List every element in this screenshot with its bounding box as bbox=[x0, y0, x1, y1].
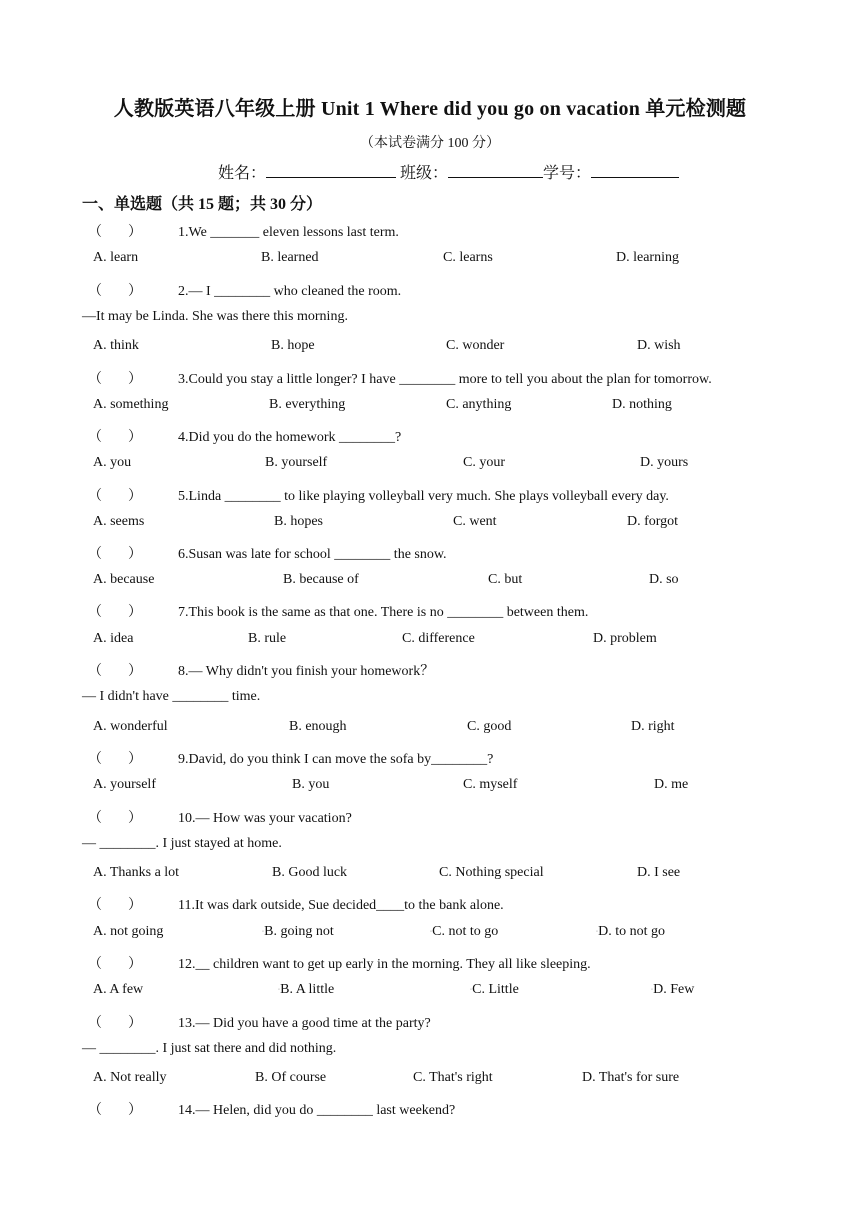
options-8 bbox=[0, 719, 860, 741]
options-10 bbox=[0, 865, 860, 887]
question-stem: 3.Could you stay a little longer? I have ________ more to tell you about the plan for tomorrow. bbox=[178, 372, 712, 387]
option-b[interactable]: B. A little bbox=[280, 982, 335, 997]
option-d[interactable]: D. I see bbox=[637, 865, 681, 880]
question-stem: 6.Susan was late for school ________ the snow. bbox=[178, 547, 447, 562]
option-d[interactable]: D. learning bbox=[616, 250, 679, 265]
option-c[interactable]: C. learns bbox=[443, 250, 493, 265]
question-5: （ ） 5.Linda ________ to like playing volleyball very much. She plays volleyball every day. bbox=[88, 489, 669, 504]
option-d[interactable]: D. nothing bbox=[612, 397, 672, 412]
option-b[interactable]: B. learned bbox=[261, 250, 319, 265]
question-6: （ ） 6.Susan was late for school ________ the snow. bbox=[88, 547, 447, 562]
question-stem: 12.__ children want to get up early in the morning. They all like sleeping. bbox=[178, 957, 591, 972]
option-c[interactable]: C. your bbox=[463, 455, 505, 470]
option-a[interactable]: A. not going bbox=[93, 924, 164, 939]
option-b[interactable]: B. rule bbox=[248, 631, 287, 646]
option-d[interactable]: D. Few bbox=[653, 982, 695, 997]
question-stem: 9.David, do you think I can move the sofa by________? bbox=[178, 752, 494, 767]
question-1: （ ） 1.We _______ eleven lessons last term. bbox=[88, 225, 399, 240]
question-stem: 5.Linda ________ to like playing volleyball very much. She plays volleyball every day. bbox=[178, 489, 669, 504]
question-14: （ ） 14.— Helen, did you do ________ last weekend? bbox=[88, 1103, 456, 1118]
option-a[interactable]: A. because bbox=[93, 572, 155, 587]
id-blank[interactable] bbox=[591, 162, 679, 178]
options-3 bbox=[0, 397, 860, 419]
option-a[interactable]: A. think bbox=[93, 338, 139, 353]
option-c[interactable]: C. anything bbox=[446, 397, 512, 412]
answer-line-8: — I didn't have ________ time. bbox=[82, 689, 261, 704]
question-stem: 2.— I ________ who cleaned the room. bbox=[178, 284, 402, 299]
option-d[interactable]: D. to not go bbox=[598, 924, 666, 939]
option-d[interactable]: D. yours bbox=[640, 455, 689, 470]
question-stem: 7.This book is the same as that one. There is no ________ between them. bbox=[178, 605, 589, 620]
question-stem: 8.— Why didn't you finish your homework？ bbox=[178, 664, 435, 679]
options-9 bbox=[0, 777, 860, 799]
option-a[interactable]: A. idea bbox=[93, 631, 134, 646]
options-12: A. A few ◦B. A little ◦C. Little ◦D. Few bbox=[93, 982, 695, 997]
option-d[interactable]: D. That's for sure bbox=[582, 1070, 680, 1085]
option-c[interactable]: C. That's right bbox=[413, 1070, 493, 1085]
option-c[interactable]: C. wonder bbox=[446, 338, 505, 353]
option-d[interactable]: D. right bbox=[631, 719, 675, 734]
option-a[interactable]: A. Not really bbox=[93, 1070, 167, 1085]
options-11: A. not going ◦B. going not ◦C. not to go ◦D. to not go bbox=[93, 924, 666, 939]
option-a[interactable]: A. A few bbox=[93, 982, 144, 997]
question-4: （ ） 4.Did you do the homework ________? bbox=[88, 430, 402, 445]
answer-line-13: — ________. I just sat there and did nothing. bbox=[82, 1041, 337, 1056]
option-b[interactable]: B. enough bbox=[289, 719, 347, 734]
page-title: 人教版英语八年级上册 Unit 1 Where did you go on vacation 单元检测题 bbox=[113, 98, 747, 120]
option-c[interactable]: C. Nothing special bbox=[439, 865, 544, 880]
class-blank[interactable] bbox=[448, 162, 543, 178]
option-a[interactable]: A. you bbox=[93, 455, 132, 470]
options-13 bbox=[0, 1070, 860, 1092]
options-2 bbox=[0, 338, 860, 360]
name-label: 姓名： bbox=[218, 165, 267, 182]
option-d[interactable]: D. forgot bbox=[627, 514, 679, 529]
question-9: （ ） 9.David, do you think I can move the sofa by________? bbox=[88, 752, 494, 767]
option-a[interactable]: A. seems bbox=[93, 514, 145, 529]
question-2: （ ） 2.— I ________ who cleaned the room. bbox=[88, 284, 402, 299]
option-b[interactable]: B. you bbox=[292, 777, 330, 792]
option-a[interactable]: A. something bbox=[93, 397, 169, 412]
option-c[interactable]: C. not to go bbox=[432, 924, 499, 939]
name-blank[interactable] bbox=[266, 162, 396, 178]
option-c[interactable]: C. Little bbox=[472, 982, 519, 997]
option-c[interactable]: C. myself bbox=[463, 777, 518, 792]
option-b[interactable]: B. because of bbox=[283, 572, 359, 587]
section-heading: 一、单选题（共 15 题；共 30 分） bbox=[82, 196, 323, 213]
class-label: 班级： bbox=[400, 165, 449, 182]
option-a[interactable]: A. wonderful bbox=[93, 719, 168, 734]
option-d[interactable]: D. wish bbox=[637, 338, 681, 353]
option-a[interactable]: A. yourself bbox=[93, 777, 156, 792]
question-3: （ ） 3.Could you stay a little longer? I have ________ more to tell you about the plan for tomorrow. bbox=[88, 372, 712, 387]
question-13: （ ） 13.— Did you have a good time at the party? bbox=[88, 1016, 431, 1031]
option-b[interactable]: B. going not bbox=[264, 924, 334, 939]
question-12: （ ） 12.__ children want to get up early in the morning. They all like sleeping. bbox=[88, 957, 591, 972]
options-7 bbox=[0, 631, 860, 653]
question-stem: 11.It was dark outside, Sue decided____to the bank alone. bbox=[178, 898, 504, 913]
option-b[interactable]: B. Of course bbox=[255, 1070, 327, 1085]
question-stem: 13.— Did you have a good time at the party? bbox=[178, 1016, 431, 1031]
options-1 bbox=[0, 250, 860, 272]
options-6 bbox=[0, 572, 860, 594]
question-11: （ ） 11.It was dark outside, Sue decided____to the bank alone. bbox=[88, 898, 504, 913]
option-c[interactable]: C. difference bbox=[402, 631, 475, 646]
options-5 bbox=[0, 514, 860, 536]
question-8: （ ） 8.— Why didn't you finish your homework？ bbox=[88, 664, 435, 679]
question-stem: 10.— How was your vacation? bbox=[178, 811, 352, 826]
option-d[interactable]: D. problem bbox=[593, 631, 657, 646]
option-d[interactable]: D. me bbox=[654, 777, 689, 792]
option-b[interactable]: B. Good luck bbox=[272, 865, 348, 880]
option-b[interactable]: B. everything bbox=[269, 397, 346, 412]
options-4 bbox=[0, 455, 860, 477]
question-stem: 14.— Helen, did you do ________ last weekend? bbox=[178, 1103, 456, 1118]
student-info bbox=[218, 160, 679, 183]
option-b[interactable]: B. yourself bbox=[265, 455, 328, 470]
answer-line-2: —It may be Linda. She was there this morning. bbox=[82, 309, 348, 324]
score-note: （本试卷满分 100 分） bbox=[360, 136, 500, 151]
option-d[interactable]: D. so bbox=[649, 572, 679, 587]
answer-line-10: — ________. I just stayed at home. bbox=[82, 836, 282, 851]
question-7: （ ） 7.This book is the same as that one. There is no ________ between them. bbox=[88, 605, 589, 620]
option-b[interactable]: B. hopes bbox=[274, 514, 323, 529]
option-c[interactable]: C. went bbox=[453, 514, 497, 529]
question-10: （ ） 10.— How was your vacation? bbox=[88, 811, 352, 826]
id-label: 学号： bbox=[543, 165, 592, 182]
question-stem: 4.Did you do the homework ________? bbox=[178, 430, 402, 445]
option-c[interactable]: C. but bbox=[488, 572, 523, 587]
option-a[interactable]: A. learn bbox=[93, 250, 139, 265]
option-a[interactable]: A. Thanks a lot bbox=[93, 865, 180, 880]
question-stem: 1.We _______ eleven lessons last term. bbox=[178, 225, 399, 240]
option-c[interactable]: C. good bbox=[467, 719, 512, 734]
option-b[interactable]: B. hope bbox=[271, 338, 315, 353]
